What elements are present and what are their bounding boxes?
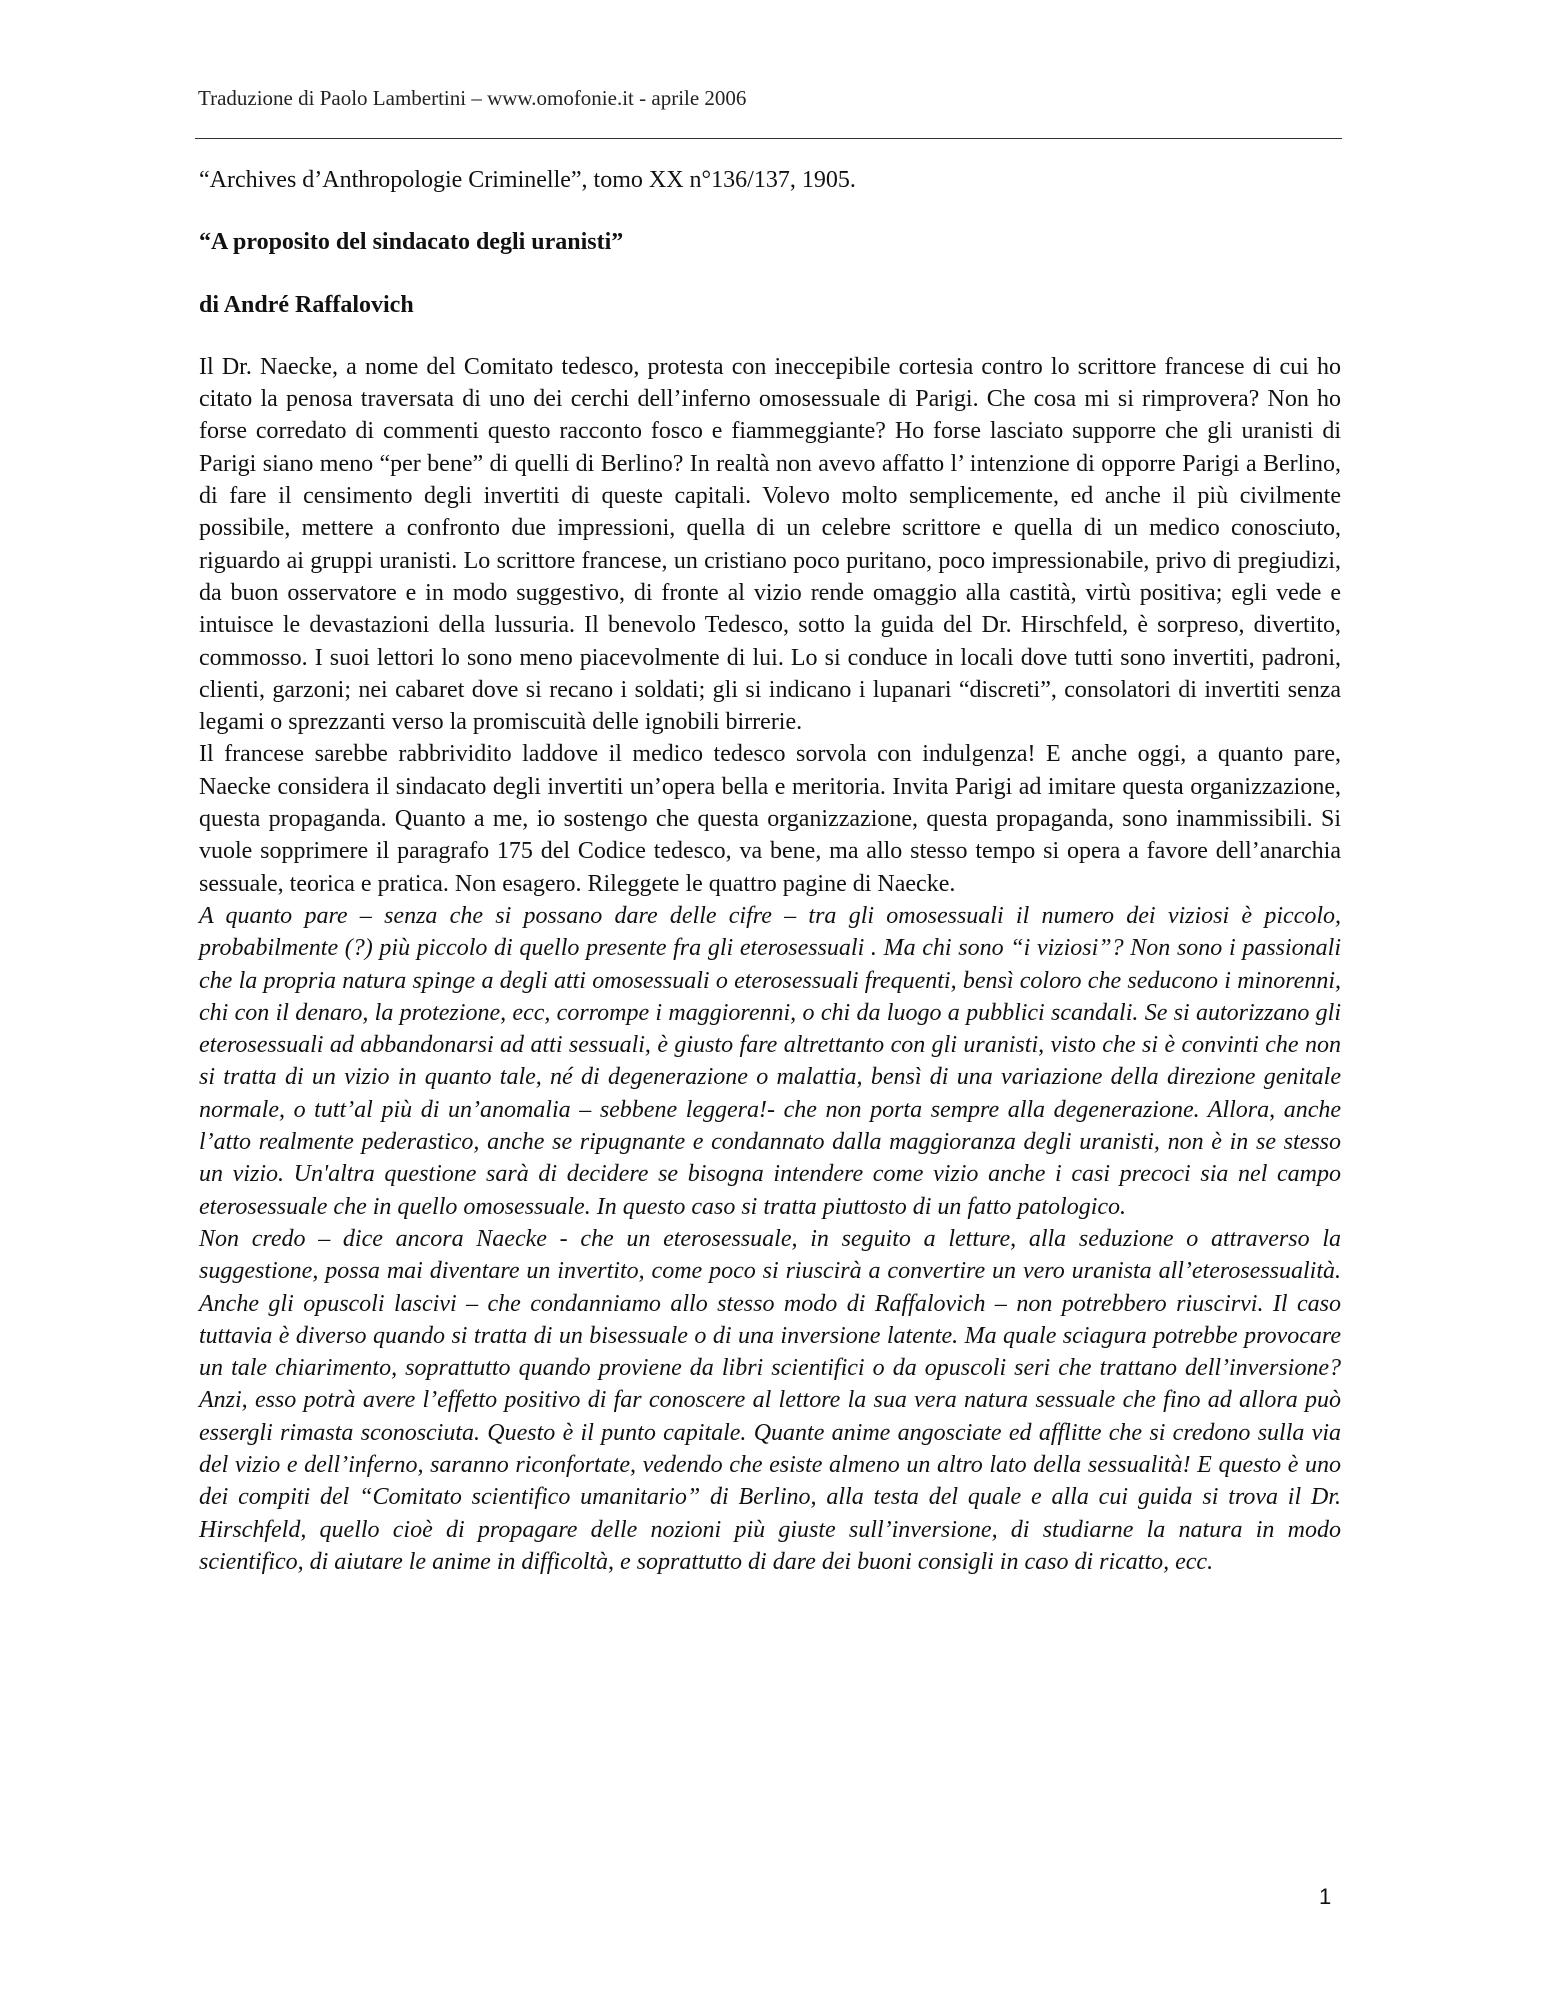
- quoted-paragraph-2: Non credo – dice ancora Naecke - che un eterosessuale, in seguito a letture, alla seduzione o attraverso la suggestione, possa mai diventare un invertito, come poco si riuscirà a convertire un vero uranista all’eterosessualità. Anche gli opuscoli lascivi – che condanniamo allo stesso modo di Raffalovich – non potrebbero riuscirvi. Il caso tuttavia è diverso quando si tratta di un bisessuale o di una inversione latente. Ma quale sciagura potrebbe provocare un tale chiarimento, soprattutto quando proviene da libri scientifici o da opuscoli seri che trattano dell’inversione? Anzi, esso potrà avere l’effetto positivo di far conoscere al lettore la sua vera natura sessuale che fino ad allora può essergli rimasta sconosciuta. Questo è il punto capitale. Quante anime angosciate ed afflitte che si credono sulla via del vizio e dell’inferno, saranno riconfortate, vedendo che esiste almeno un altro lato della sessualità! E questo è uno dei compiti del “Comitato scientifico umanitario” di Berlino, alla testa del quale e alla cui guida si trova il Dr. Hirschfeld, quello cioè di propagare delle nozioni più giuste sull’inversione, di studiarne la natura in modo scientifico, di aiutare le anime in difficoltà, e soprattutto di dare dei buoni consigli in caso di ricatto, ecc.: [199, 1225, 1341, 1575]
- article-title: “A proposito del sindacato degli uranisti”: [199, 229, 624, 256]
- page-number: 1: [1319, 1884, 1332, 1909]
- source-citation: “Archives d’Anthropologie Criminelle”, tomo XX n°136/137, 1905.: [199, 167, 856, 193]
- document-body: [199, 164, 1341, 1578]
- quoted-paragraph-1: A quanto pare – senza che si possano dare delle cifre – tra gli omosessuali il numero dei viziosi è piccolo, probabilmente (?) più piccolo di quello presente fra gli eterosessuali . Ma chi sono “i viziosi”? Non sono i passionali che la propria natura spinge a degli atti omosessuali o eterosessuali frequenti, bensì coloro che seducono i minorenni, chi con il denaro, la protezione, ecc, corrompe i maggiorenni, o chi da luogo a pubblici scandali. Se si autorizzano gli eterosessuali ad abbandonarsi ad atti sessuali, è giusto fare altrettanto con gli uranisti, visto che si è convinti che non si tratta di un vizio in quanto tale, né di degenerazione o malattia, bensì di una variazione della direzione genitale normale, o tutt’al più di un’anomalia – sebbene leggera!- che non porta sempre alla degenerazione. Allora, anche l’atto realmente pederastico, anche se ripugnante e condannato dalla maggioranza degli uranisti, non è in se stesso un vizio. Un'altra questione sarà di decidere se bisogna intendere come vizio anche i casi precoci sia nel campo eterosessuale che in quello omosessuale. In questo caso si tratta piuttosto di un fatto patologico.: [199, 902, 1341, 1220]
- header-divider: [195, 138, 1342, 139]
- paragraph-1: Il Dr. Naecke, a nome del Comitato tedesco, protesta con ineccepibile cortesia contro lo scrittore francese di cui ho citato la penosa traversata di uno dei cerchi dell’inferno omosessuale di Parigi. Che cosa mi si rimprovera? Non ho forse corredato di commenti questo racconto fosco e fiammeggiante? Ho forse lasciato supporre che gli uranisti di Parigi siano meno “per bene” di quelli di Berlino? In realtà non avevo affatto l’ intenzione di opporre Parigi a Berlino, di fare il censimento degli invertiti di queste capitali. Volevo molto semplicemente, ed anche il più civilmente possibile, mettere a confronto due impressioni, quella di un celebre scrittore e quella di un medico conosciuto, riguardo ai gruppi uranisti. Lo scrittore francese, un cristiano poco puritano, poco impressionabile, privo di pregiudizi, da buon osservatore e in modo suggestivo, di fronte al vizio rende omaggio alla castità, virtù positiva; egli vede e intuisce le devastazioni della lussuria. Il benevolo Tedesco, sotto la guida del Dr. Hirschfeld, è sorpreso, divertito, commosso. I suoi lettori lo sono meno piacevolmente di lui. Lo si conduce in locali dove tutti sono invertiti, padroni, clienti, garzoni; nei cabaret dove si recano i soldati; gli si indicano i lupanari “discreti”, consolatori di invertiti senza legami o sprezzanti verso la promiscuità delle ignobili birrerie.: [199, 353, 1341, 736]
- page-header: Traduzione di Paolo Lambertini – www.omofonie.it - aprile 2006: [198, 86, 747, 110]
- article-author: di André Raffalovich: [199, 291, 414, 318]
- paragraph-2: Il francese sarebbe rabbrividito laddove il medico tedesco sorvola con indulgenza! E anche oggi, a quanto pare, Naecke considera il sindacato degli invertiti un’opera bella e meritoria. Invita Parigi ad imitare questa organizzazione, questa propaganda. Quanto a me, io sostengo che questa organizzazione, questa propaganda, sono inammissibili. Si vuole sopprimere il paragrafo 175 del Codice tedesco, va bene, ma allo stesso tempo si opera a favore dell’anarchia sessuale, teorica e pratica. Non esagero. Rileggete le quattro pagine di Naecke.: [199, 741, 1341, 897]
